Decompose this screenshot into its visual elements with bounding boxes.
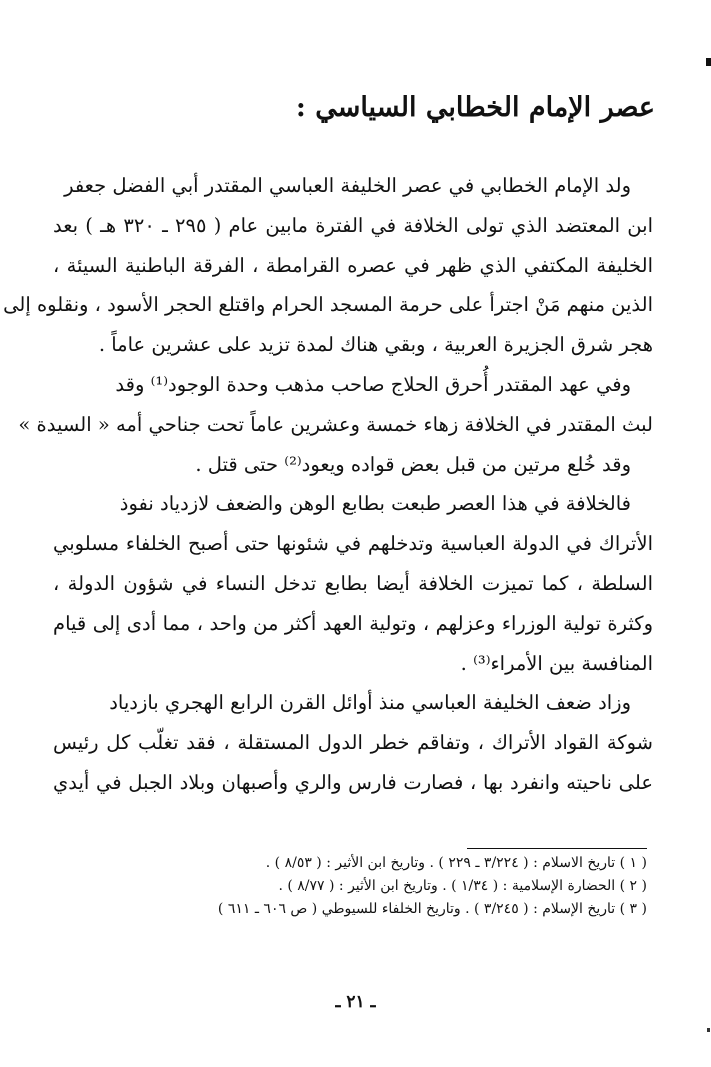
footnote-separator — [467, 848, 647, 849]
footnotes — [47, 852, 647, 921]
body-line: شوكة القواد الأتراك ، وتفاقم خطر الدول المستقلة ، فقد تغلّب كل رئيس — [53, 731, 653, 755]
body-line: وكثرة تولية الوزراء وعزلهم ، وتولية العهد أكثر من واحد ، مما أدى إلى قيام — [53, 611, 653, 635]
body-line: السلطة ، كما تميزت الخلافة أيضا بطابع تدخل النساء في شؤون الدولة ، — [53, 571, 653, 595]
footnote: ( ٢ ) الحضارة الإسلامية : ( ١/٣٤ ) . وتاريخ ابن الأثير : ( ٨/٧٧ ) . — [278, 878, 647, 894]
page-edge-mark — [706, 58, 711, 66]
body-line: وفي عهد المقتدر أُحرق الحلاج صاحب مذهب وحدة الوجود⁽¹⁾ وقد — [115, 372, 631, 396]
body-line: هجر شرق الجزيرة العربية ، وبقي هناك لمدة تزيد على عشرين عاماً . — [98, 333, 653, 357]
body-line: وقد خُلع مرتين من قبل بعض قواده ويعود⁽²⁾ حتى قتل . — [195, 452, 631, 476]
body-line: لبث المقتدر في الخلافة زهاء خمسة وعشرين عاماً تحت جناحي أمه « السيدة » — [18, 412, 653, 436]
body-line: الخليفة المكتفي الذي ظهر في عصره القرامطة ، الفرقة الباطنية السيئة ، — [53, 253, 653, 277]
page-edge-dot — [707, 1028, 710, 1032]
body-line: الأتراك في الدولة العباسية وتدخلهم في شئونها حتى أصبح الخلفاء مسلوبي — [53, 532, 653, 556]
body-line: وزاد ضعف الخليفة العباسي منذ أوائل القرن الرابع الهجري بازدياد — [109, 691, 631, 715]
footnote: ( ٣ ) تاريخ الإسلام : ( ٣/٢٤٥ ) . وتاريخ الخلفاء للسيوطي ( ص ٦٠٦ ـ ٦١١ ) — [217, 901, 647, 917]
footnote: ( ١ ) تاريخ الاسلام : ( ٣/٢٢٤ ـ ٢٢٩ ) . وتاريخ ابن الأثير : ( ٨/٥٣ ) . — [265, 855, 647, 871]
body-line: ابن المعتضد الذي تولى الخلافة في الفترة مابين عام ( ٢٩٥ ـ ٣٢٠ هـ ) بعد — [53, 213, 653, 237]
body-line: الذين منهم مَنْ اجترأ على حرمة المسجد الحرام واقتلع الحجر الأسود ، ونقلوه إلى — [3, 293, 653, 317]
section-heading: عصر الإمام الخطابي السياسي : — [295, 92, 655, 123]
body-text — [3, 166, 653, 803]
body-line: على ناحيته وانفرد بها ، فصارت فارس والري وأصبهان وبلاد الجبل في أيدي — [53, 770, 653, 794]
body-line: المنافسة بين الأمراء⁽³⁾ . — [460, 651, 653, 675]
body-line: فالخلافة في هذا العصر طبعت بطابع الوهن والضعف لازدياد نفوذ — [119, 492, 631, 516]
page-number: ـ ٢١ ـ — [335, 992, 376, 1012]
body-line: ولد الإمام الخطابي في عصر الخليفة العباسي المقتدر أبي الفضل جعفر — [64, 174, 631, 197]
